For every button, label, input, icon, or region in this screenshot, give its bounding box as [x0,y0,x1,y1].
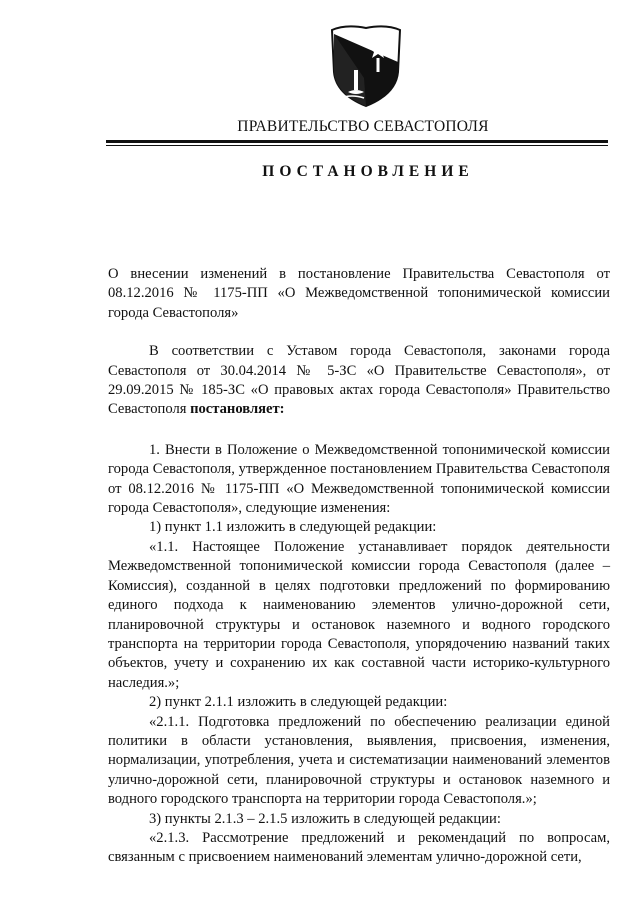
clause-2-1-1-text: «2.1.1. Подготовка предложений по обеспечению реализации единой политики в области установления, выявления, присвоения, изменения, нормализации, употребления, учета и систематизации наименований элементов улично-дорожной сети, планировочной структуры и остановок наземного и водного городского транспорта на территории города Севастополя.»; [108,713,610,808]
subitem-2-heading: 2) пункт 2.1.1 изложить в следующей редакции: [149,694,448,711]
subitem-1-heading: 1) пункт 1.1 изложить в следующей редакции: [149,519,437,536]
subitem-3-heading: 3) пункты 2.1.3 – 2.1.5 изложить в следующей редакции: [149,810,501,827]
document-body [108,265,610,868]
document-subject: О внесении изменений в постановление Правительства Севастополя от 08.12.2016 № 1175-ПП «О Межведомственной топонимической комиссии города Севастополя» [108,266,610,321]
preamble-decree-word: постановляет: [190,401,285,418]
header-rule-thin [106,145,608,146]
paragraph-1: 1. Внести в Положение о Межведомственной топонимической комиссии города Севастополя, утвержденное постановлением Правительства Севастополя от 08.12.2016 № 1175-ПП «О Межведомственной топонимической комиссии города Севастополя», следующие изменения: [108,441,610,517]
document-type-title: ПОСТАНОВЛЕНИЕ [262,163,474,180]
government-name: ПРАВИТЕЛЬСТВО СЕВАСТОПОЛЯ [237,118,489,135]
preamble-text: В соответствии с Уставом города Севастополя, законами города Севастополя от 30.04.2014 № 5-ЗС «О Правительстве Севастополя», от 29.09.2015 № 185-ЗС «О правовых актах города Севастополя» Правительство Севастополя [108,343,610,418]
clause-2-1-3-text: «2.1.3. Рассмотрение предложений и рекомендаций по вопросам, связанным с присвоением наименований элементам улично-дорожной сети, [108,829,610,866]
sevastopol-emblem-icon [326,22,406,110]
clause-1-1-text: «1.1. Настоящее Положение устанавливает порядок деятельности Межведомственной топонимической комиссии города Севастополя (далее – Комиссия), созданной в целях подготовки предложений по формированию единого подхода к наименованию элементов улично-дорожной сети, планировочной структуры и остановок наземного и водного городского транспорта на территории города Севастополя, упорядочению названий таких объектов, учету и сохранению их как составной части историко-культурного наследия.»; [108,538,610,691]
preamble [108,342,610,420]
header-rule-thick [106,140,608,143]
